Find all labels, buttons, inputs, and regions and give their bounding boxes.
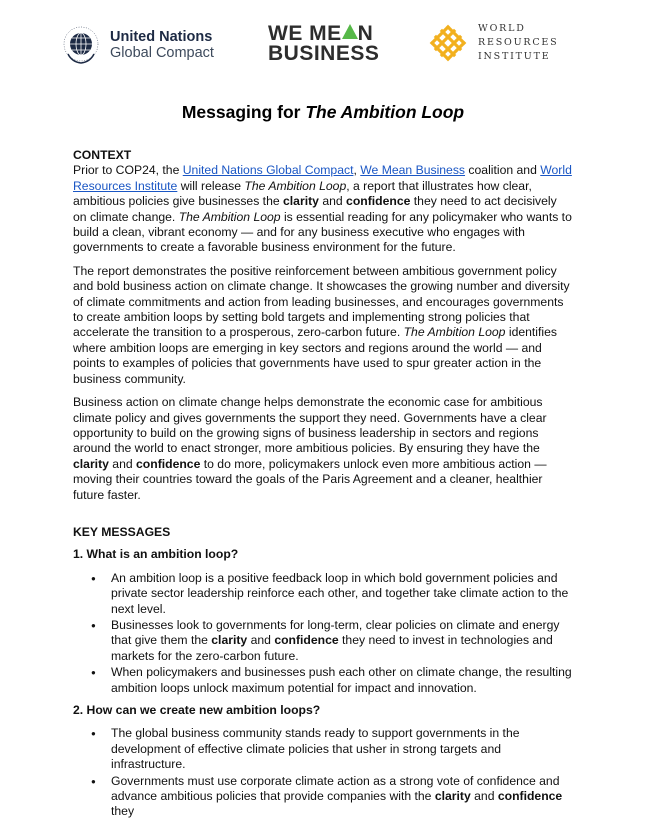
document-body	[73, 148, 573, 826]
green-triangle-icon	[342, 24, 358, 39]
we-mean-business-logo	[268, 24, 379, 64]
wri-link[interactable]: World Resources Institute	[73, 163, 572, 193]
context-paragraph-3: Business action on climate change helps demonstrate the economic case for ambitious climate policy and gives governments the support they need. Governments have a clear opportunity to build on the growing signs of business leadership in sectors and regions around the world to enact stronger, more ambitious policies. By ensuring they have the clarity and confidence to do more, policymakers unlock even more ambitious action — moving their countries toward the goals of the Paris Agreement and a cleaner, healthier future faster.	[73, 395, 547, 502]
partner-logos	[0, 18, 646, 74]
wri-line3: INSTITUTE	[478, 51, 551, 62]
list-item: ● The global business community stands ready to support governments in the development of effective climate policies that usher in strong targets and infrastructure.	[111, 726, 573, 772]
wri-line1: WORLD	[478, 23, 526, 34]
ungc-name-line1: United Nations	[110, 29, 213, 45]
wri-logo	[428, 22, 558, 64]
context-paragraph-2: The report demonstrates the positive reinforcement between ambitious government policy and bold business action on climate change. It showcases the growing number and diversity of climate commitments and action from leading businesses, and encourages governments to create ambition loops by setting bold targets and implementing strong policies that accelerate the transition to a prosperous, zero-carbon future. The Ambition Loop identifies where ambition loops are emerging in key sectors and regions around the world — and points to examples of policies that governments have used to spur greater action in the business community.	[73, 263, 570, 386]
question-1-bullets	[73, 571, 573, 696]
wmb-line2: BUSINESS	[268, 42, 380, 65]
context-paragraph-1: Prior to COP24, the United Nations Global Compact, We Mean Business coalition and World Resources Institute will release The Ambition Loop, a report that illustrates how clear, ambitious policies give businesses the clarity and confidence they need to act decisively on climate change. The Ambition Loop is essential reading for any policymaker who wants to build a clean, vibrant economy — and for any business executive who engages with governments to create a favorable business environment for the future.	[73, 163, 572, 255]
list-item: ● An ambition loop is a positive feedback loop in which bold government policies and private sector leadership reinforce each other, and together take climate action to the next level.	[111, 571, 573, 617]
list-item: ● Businesses look to governments for long-term, clear policies on climate and energy that give them the clarity and confidence they need to invest in technologies and markets for the zero-carbon future.	[111, 618, 573, 664]
ungc-link[interactable]: United Nations Global Compact	[182, 163, 354, 178]
context-heading: CONTEXT	[73, 148, 132, 162]
wri-lattice-icon	[428, 23, 468, 63]
ungc-name-line2: Global Compact	[110, 45, 214, 61]
wmb-line1: WE ME N	[268, 22, 374, 45]
key-messages-heading: KEY MESSAGES	[73, 524, 171, 539]
wri-line2: RESOURCES	[478, 37, 559, 48]
ungc-logo	[60, 24, 214, 66]
page-title: Messaging for The Ambition Loop	[181, 102, 465, 122]
wmb-link[interactable]: We Mean Business	[360, 163, 466, 178]
un-globe-emblem-icon	[60, 24, 102, 66]
question-2-bullets	[73, 726, 573, 819]
list-item: ● When policymakers and businesses push each other on climate change, the resulting ambition loops unlock maximum potential for impact and innovation.	[111, 665, 573, 696]
list-item: ● Governments must use corporate climate action as a strong vote of confidence and advance ambitious policies that provide companies with the clarity and confidence they	[111, 774, 573, 820]
question-2-heading: 2. How can we create new ambition loops?	[73, 703, 321, 717]
question-1-heading: 1. What is an ambition loop?	[73, 547, 239, 562]
